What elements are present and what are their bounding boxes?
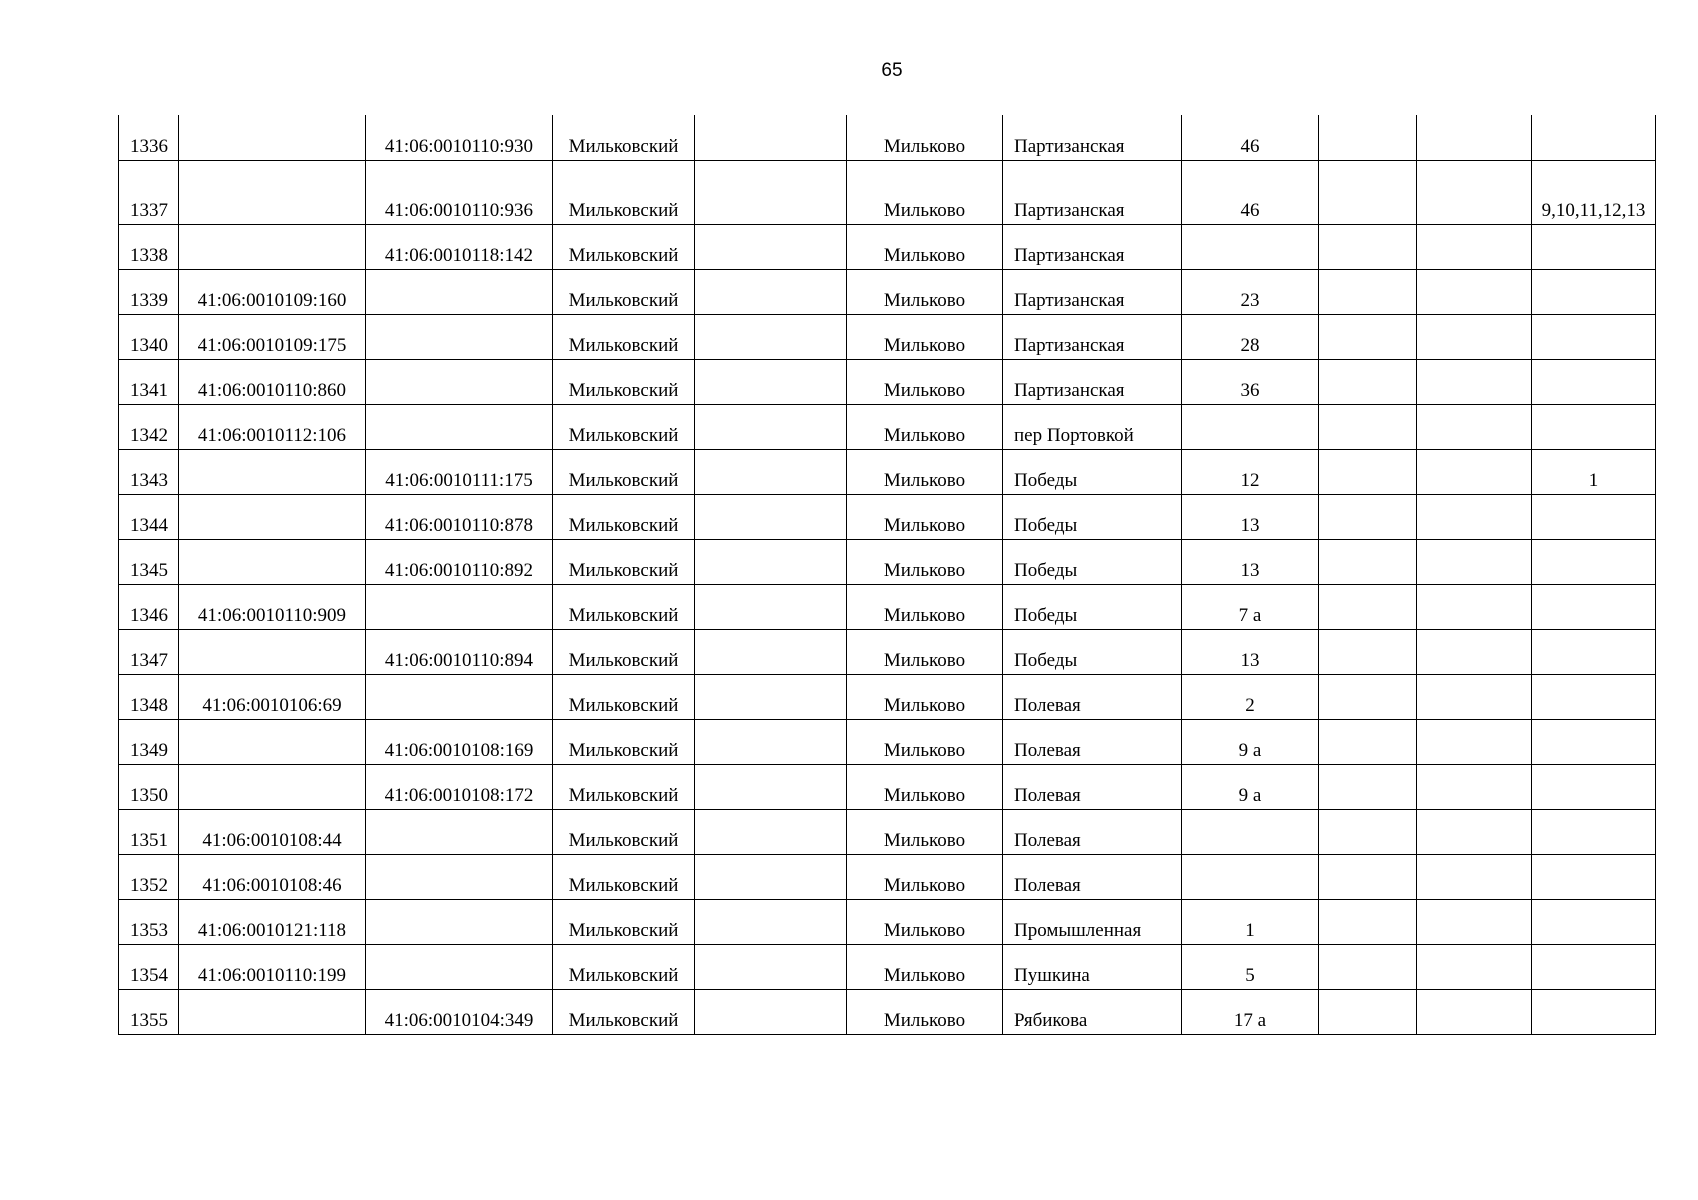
- empty-cell: [695, 629, 847, 674]
- cadastral-number-cell: [179, 160, 366, 224]
- empty-cell: [1417, 404, 1532, 449]
- row-number-cell: 1341: [119, 359, 179, 404]
- street-cell: Партизанская: [1003, 160, 1182, 224]
- house-number-cell: 17 а: [1182, 989, 1319, 1034]
- locality-cell: Мильково: [847, 629, 1003, 674]
- table-row: [119, 809, 1656, 854]
- apartment-numbers-cell: [1532, 674, 1656, 719]
- table-row: [119, 629, 1656, 674]
- house-number-cell: [1182, 854, 1319, 899]
- locality-cell: Мильково: [847, 584, 1003, 629]
- house-number-cell: 13: [1182, 539, 1319, 584]
- table-row: [119, 494, 1656, 539]
- district-cell: Мильковский: [553, 629, 695, 674]
- table-row: [119, 944, 1656, 989]
- district-cell: Мильковский: [553, 314, 695, 359]
- empty-cell: [695, 449, 847, 494]
- cadastral-number-2-cell: 41:06:0010110:936: [366, 160, 553, 224]
- locality-cell: Мильково: [847, 719, 1003, 764]
- empty-cell: [695, 269, 847, 314]
- apartment-numbers-cell: [1532, 494, 1656, 539]
- house-number-cell: 23: [1182, 269, 1319, 314]
- district-cell: Мильковский: [553, 269, 695, 314]
- empty-cell: [1319, 160, 1417, 224]
- empty-cell: [1417, 854, 1532, 899]
- house-number-cell: 7 а: [1182, 584, 1319, 629]
- cadastral-number-2-cell: 41:06:0010104:349: [366, 989, 553, 1034]
- empty-cell: [1417, 314, 1532, 359]
- apartment-numbers-cell: [1532, 269, 1656, 314]
- empty-cell: [1319, 314, 1417, 359]
- cadastral-number-2-cell: 41:06:0010108:169: [366, 719, 553, 764]
- empty-cell: [1417, 674, 1532, 719]
- house-number-cell: [1182, 809, 1319, 854]
- district-cell: Мильковский: [553, 224, 695, 269]
- apartment-numbers-cell: [1532, 314, 1656, 359]
- empty-cell: [695, 809, 847, 854]
- empty-cell: [1417, 989, 1532, 1034]
- row-number-cell: 1348: [119, 674, 179, 719]
- house-number-cell: 46: [1182, 160, 1319, 224]
- district-cell: Мильковский: [553, 539, 695, 584]
- empty-cell: [695, 359, 847, 404]
- empty-cell: [1417, 719, 1532, 764]
- district-cell: Мильковский: [553, 944, 695, 989]
- cadastral-number-2-cell: [366, 314, 553, 359]
- cadastral-number-cell: 41:06:0010110:199: [179, 944, 366, 989]
- table-row: [119, 989, 1656, 1034]
- apartment-numbers-cell: [1532, 989, 1656, 1034]
- locality-cell: Мильково: [847, 359, 1003, 404]
- empty-cell: [695, 899, 847, 944]
- locality-cell: Мильково: [847, 764, 1003, 809]
- row-number-cell: 1347: [119, 629, 179, 674]
- row-number-cell: 1355: [119, 989, 179, 1034]
- table-row: [119, 899, 1656, 944]
- locality-cell: Мильково: [847, 899, 1003, 944]
- cadastral-number-2-cell: 41:06:0010111:175: [366, 449, 553, 494]
- row-number-cell: 1344: [119, 494, 179, 539]
- street-cell: Полевая: [1003, 764, 1182, 809]
- apartment-numbers-cell: [1532, 224, 1656, 269]
- empty-cell: [1319, 449, 1417, 494]
- empty-cell: [695, 224, 847, 269]
- street-cell: Промышленная: [1003, 899, 1182, 944]
- empty-cell: [1319, 359, 1417, 404]
- cadastral-number-2-cell: [366, 809, 553, 854]
- street-cell: Победы: [1003, 539, 1182, 584]
- district-cell: Мильковский: [553, 115, 695, 160]
- cadastral-number-cell: 41:06:0010121:118: [179, 899, 366, 944]
- apartment-numbers-cell: [1532, 719, 1656, 764]
- empty-cell: [695, 494, 847, 539]
- cadastral-number-cell: 41:06:0010112:106: [179, 404, 366, 449]
- cadastral-number-2-cell: [366, 404, 553, 449]
- row-number-cell: 1350: [119, 764, 179, 809]
- apartment-numbers-cell: [1532, 809, 1656, 854]
- empty-cell: [695, 115, 847, 160]
- cadastral-number-2-cell: [366, 854, 553, 899]
- cadastral-number-2-cell: [366, 584, 553, 629]
- empty-cell: [1417, 269, 1532, 314]
- cadastral-number-cell: [179, 629, 366, 674]
- row-number-cell: 1339: [119, 269, 179, 314]
- locality-cell: Мильково: [847, 809, 1003, 854]
- district-cell: Мильковский: [553, 584, 695, 629]
- row-number-cell: 1345: [119, 539, 179, 584]
- apartment-numbers-cell: [1532, 539, 1656, 584]
- row-number-cell: 1353: [119, 899, 179, 944]
- row-number-cell: 1354: [119, 944, 179, 989]
- street-cell: Партизанская: [1003, 359, 1182, 404]
- street-cell: Полевая: [1003, 854, 1182, 899]
- street-cell: Победы: [1003, 494, 1182, 539]
- street-cell: Победы: [1003, 584, 1182, 629]
- empty-cell: [695, 944, 847, 989]
- table-row: [119, 674, 1656, 719]
- empty-cell: [1417, 899, 1532, 944]
- cadastral-number-cell: [179, 764, 366, 809]
- cadastral-number-cell: [179, 115, 366, 160]
- house-number-cell: 12: [1182, 449, 1319, 494]
- apartment-numbers-cell: [1532, 115, 1656, 160]
- cadastral-number-2-cell: [366, 674, 553, 719]
- cadastral-number-2-cell: [366, 269, 553, 314]
- street-cell: Полевая: [1003, 674, 1182, 719]
- table-row: [119, 359, 1656, 404]
- street-cell: Партизанская: [1003, 314, 1182, 359]
- table-row: [119, 539, 1656, 584]
- empty-cell: [1319, 494, 1417, 539]
- table-row: [119, 115, 1656, 160]
- house-number-cell: [1182, 224, 1319, 269]
- street-cell: пер Портовкой: [1003, 404, 1182, 449]
- cadastral-number-cell: [179, 539, 366, 584]
- street-cell: Полевая: [1003, 809, 1182, 854]
- empty-cell: [1417, 449, 1532, 494]
- cadastral-number-cell: [179, 224, 366, 269]
- empty-cell: [695, 404, 847, 449]
- empty-cell: [1319, 269, 1417, 314]
- empty-cell: [695, 854, 847, 899]
- apartment-numbers-cell: [1532, 764, 1656, 809]
- table-row: [119, 449, 1656, 494]
- house-number-cell: 13: [1182, 494, 1319, 539]
- street-cell: Победы: [1003, 629, 1182, 674]
- cadastral-number-2-cell: 41:06:0010118:142: [366, 224, 553, 269]
- district-cell: Мильковский: [553, 764, 695, 809]
- table-row: [119, 584, 1656, 629]
- row-number-cell: 1346: [119, 584, 179, 629]
- apartment-numbers-cell: 1: [1532, 449, 1656, 494]
- locality-cell: Мильково: [847, 449, 1003, 494]
- locality-cell: Мильково: [847, 989, 1003, 1034]
- row-number-cell: 1351: [119, 809, 179, 854]
- cadastral-number-cell: 41:06:0010106:69: [179, 674, 366, 719]
- empty-cell: [695, 764, 847, 809]
- street-cell: Партизанская: [1003, 115, 1182, 160]
- empty-cell: [1417, 584, 1532, 629]
- cadastral-number-cell: 41:06:0010109:175: [179, 314, 366, 359]
- empty-cell: [1417, 115, 1532, 160]
- house-number-cell: [1182, 404, 1319, 449]
- apartment-numbers-cell: [1532, 944, 1656, 989]
- table-row: [119, 160, 1656, 224]
- locality-cell: Мильково: [847, 494, 1003, 539]
- locality-cell: Мильково: [847, 854, 1003, 899]
- empty-cell: [1417, 809, 1532, 854]
- empty-cell: [1319, 899, 1417, 944]
- empty-cell: [1319, 674, 1417, 719]
- apartment-numbers-cell: [1532, 899, 1656, 944]
- empty-cell: [1417, 944, 1532, 989]
- district-cell: Мильковский: [553, 494, 695, 539]
- row-number-cell: 1338: [119, 224, 179, 269]
- row-number-cell: 1352: [119, 854, 179, 899]
- empty-cell: [695, 314, 847, 359]
- street-cell: Партизанская: [1003, 224, 1182, 269]
- locality-cell: Мильково: [847, 404, 1003, 449]
- cadastral-number-cell: 41:06:0010108:44: [179, 809, 366, 854]
- table-body: [119, 115, 1656, 1034]
- empty-cell: [695, 719, 847, 764]
- cadastral-number-cell: 41:06:0010108:46: [179, 854, 366, 899]
- empty-cell: [1417, 160, 1532, 224]
- row-number-cell: 1342: [119, 404, 179, 449]
- empty-cell: [1417, 494, 1532, 539]
- empty-cell: [1417, 629, 1532, 674]
- empty-cell: [1319, 584, 1417, 629]
- cadastral-number-cell: [179, 989, 366, 1034]
- house-number-cell: 5: [1182, 944, 1319, 989]
- district-cell: Мильковский: [553, 899, 695, 944]
- house-number-cell: 36: [1182, 359, 1319, 404]
- empty-cell: [1417, 539, 1532, 584]
- house-number-cell: 9 а: [1182, 764, 1319, 809]
- cadastral-number-2-cell: [366, 359, 553, 404]
- row-number-cell: 1349: [119, 719, 179, 764]
- empty-cell: [695, 674, 847, 719]
- table-row: [119, 764, 1656, 809]
- row-number-cell: 1343: [119, 449, 179, 494]
- registry-table: [118, 115, 1656, 1035]
- empty-cell: [1319, 404, 1417, 449]
- district-cell: Мильковский: [553, 809, 695, 854]
- cadastral-number-2-cell: 41:06:0010108:172: [366, 764, 553, 809]
- empty-cell: [1319, 854, 1417, 899]
- cadastral-number-cell: [179, 449, 366, 494]
- table-row: [119, 269, 1656, 314]
- apartment-numbers-cell: [1532, 854, 1656, 899]
- empty-cell: [1319, 224, 1417, 269]
- empty-cell: [1319, 989, 1417, 1034]
- empty-cell: [1319, 629, 1417, 674]
- house-number-cell: 28: [1182, 314, 1319, 359]
- cadastral-number-2-cell: 41:06:0010110:894: [366, 629, 553, 674]
- table-row: [119, 314, 1656, 359]
- house-number-cell: 9 а: [1182, 719, 1319, 764]
- cadastral-number-2-cell: [366, 899, 553, 944]
- district-cell: Мильковский: [553, 449, 695, 494]
- district-cell: Мильковский: [553, 404, 695, 449]
- table-row: [119, 404, 1656, 449]
- empty-cell: [1417, 224, 1532, 269]
- district-cell: Мильковский: [553, 719, 695, 764]
- cadastral-number-cell: [179, 719, 366, 764]
- cadastral-number-2-cell: 41:06:0010110:892: [366, 539, 553, 584]
- locality-cell: Мильково: [847, 944, 1003, 989]
- cadastral-number-cell: [179, 494, 366, 539]
- apartment-numbers-cell: 9,10,11,12,13: [1532, 160, 1656, 224]
- cadastral-number-2-cell: 41:06:0010110:878: [366, 494, 553, 539]
- house-number-cell: 1: [1182, 899, 1319, 944]
- empty-cell: [1319, 115, 1417, 160]
- empty-cell: [695, 539, 847, 584]
- street-cell: Победы: [1003, 449, 1182, 494]
- empty-cell: [1319, 809, 1417, 854]
- table-row: [119, 719, 1656, 764]
- locality-cell: Мильково: [847, 674, 1003, 719]
- house-number-cell: 46: [1182, 115, 1319, 160]
- district-cell: Мильковский: [553, 160, 695, 224]
- empty-cell: [1319, 539, 1417, 584]
- street-cell: Партизанская: [1003, 269, 1182, 314]
- locality-cell: Мильково: [847, 160, 1003, 224]
- empty-cell: [1319, 719, 1417, 764]
- locality-cell: Мильково: [847, 115, 1003, 160]
- cadastral-number-2-cell: 41:06:0010110:930: [366, 115, 553, 160]
- locality-cell: Мильково: [847, 539, 1003, 584]
- district-cell: Мильковский: [553, 989, 695, 1034]
- page-number: 65: [881, 60, 903, 81]
- district-cell: Мильковский: [553, 674, 695, 719]
- district-cell: Мильковский: [553, 359, 695, 404]
- house-number-cell: 2: [1182, 674, 1319, 719]
- apartment-numbers-cell: [1532, 584, 1656, 629]
- empty-cell: [1417, 764, 1532, 809]
- cadastral-number-cell: 41:06:0010109:160: [179, 269, 366, 314]
- locality-cell: Мильково: [847, 269, 1003, 314]
- apartment-numbers-cell: [1532, 629, 1656, 674]
- apartment-numbers-cell: [1532, 404, 1656, 449]
- street-cell: Пушкина: [1003, 944, 1182, 989]
- apartment-numbers-cell: [1532, 359, 1656, 404]
- street-cell: Полевая: [1003, 719, 1182, 764]
- empty-cell: [695, 989, 847, 1034]
- cadastral-number-cell: 41:06:0010110:909: [179, 584, 366, 629]
- empty-cell: [1319, 944, 1417, 989]
- district-cell: Мильковский: [553, 854, 695, 899]
- empty-cell: [1319, 764, 1417, 809]
- row-number-cell: 1336: [119, 115, 179, 160]
- house-number-cell: 13: [1182, 629, 1319, 674]
- locality-cell: Мильково: [847, 314, 1003, 359]
- table-row: [119, 854, 1656, 899]
- cadastral-number-cell: 41:06:0010110:860: [179, 359, 366, 404]
- empty-cell: [695, 160, 847, 224]
- street-cell: Рябикова: [1003, 989, 1182, 1034]
- row-number-cell: 1340: [119, 314, 179, 359]
- table-row: [119, 224, 1656, 269]
- cadastral-number-2-cell: [366, 944, 553, 989]
- empty-cell: [1417, 359, 1532, 404]
- locality-cell: Мильково: [847, 224, 1003, 269]
- row-number-cell: 1337: [119, 160, 179, 224]
- empty-cell: [695, 584, 847, 629]
